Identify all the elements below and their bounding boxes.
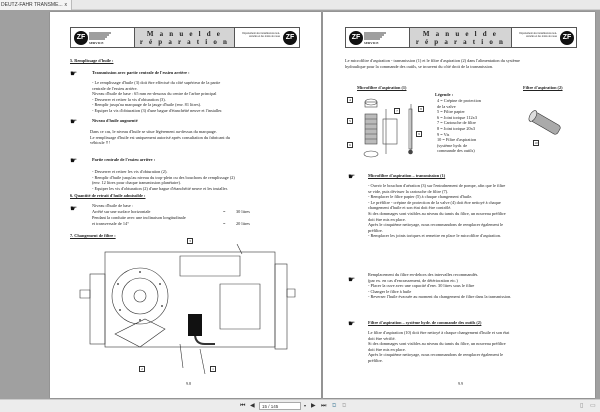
text-line: Si des dommages sont visibles au niveau du tamis du filtre, un nouveau préfiltre [368, 210, 506, 216]
equals: = [223, 209, 226, 214]
text-line: Le remplissage d'huile est uniquement autorisé après consultation du fabricant du [90, 134, 230, 140]
text-line: - Le préfiltre - crépine de protection de la valve (4) doit être nettoyé à chaque [368, 199, 501, 205]
oil-level-label: Arrêté sur une surface horizontale [92, 209, 151, 214]
department-label: Département des transmissions non-sérielles et des trains de roues [242, 32, 280, 38]
pointing-hand-icon: ☛ [348, 319, 356, 328]
text-line: de la valve [437, 103, 456, 109]
first-page-icon[interactable]: ⏮ [240, 403, 246, 409]
subheading: Niveau d'huile augmenté [92, 118, 138, 123]
text-line: centrale de l'essieu arrière. [92, 85, 138, 91]
text-line: doit être mis en place. [368, 346, 406, 352]
text-line: 6 = Joint torique 112x3 [437, 114, 477, 120]
paragraph [368, 330, 509, 364]
section-7-heading: 7. Changement de filtre : [70, 233, 116, 238]
subheading: Transmission avec partie centrale de l'essieu arrière : [92, 70, 190, 75]
text-line: - Remplir jusqu'au marquage de la jauge d'huile (env. 81 litres). [92, 102, 202, 108]
section-5-heading: 5. Remplissage d'huile : [70, 58, 114, 63]
text-line: véhicule !!! [90, 140, 110, 146]
text-line: Dans ce cas, le niveau d'huile se situe légèrement au-dessus du marquage. [90, 129, 217, 134]
callout-10: 10 [534, 141, 538, 145]
document-tab[interactable] [0, 0, 72, 10]
intro-paragraph [345, 58, 520, 69]
subheading: Partie centrale de l'essieu arrière : [92, 157, 156, 162]
header-title: M a n u e l d e [422, 30, 499, 38]
zf-logo: ZF [349, 31, 363, 45]
microfilter-heading: Microfiltre d'aspiration (1) [357, 85, 407, 90]
text-line: (système hydr. de [437, 142, 468, 148]
callout-9: 9 [416, 131, 422, 137]
text-line: 5 = Filtre papier [437, 109, 465, 115]
callout-3: 3 [187, 238, 193, 244]
page-header [70, 27, 300, 48]
text-line: doit être mis en place. [368, 216, 406, 222]
bullet-list [92, 169, 235, 191]
text-line: Après le cinquième nettoyage, nous recommandons de remplacer également le [368, 352, 504, 358]
text-line: Si des dommages sont visibles au niveau du tamis du filtre, un nouveau préfiltre [368, 341, 506, 347]
text-line: - Le remplissage d'huile (3) doit être effectué du côté supérieur de la partie [92, 80, 221, 85]
callout-4: 4 [347, 97, 353, 103]
page-indicator: 15 / 145 [262, 404, 279, 409]
text-line: commande des outils) [437, 148, 475, 154]
pointing-hand-icon: ☛ [70, 156, 78, 165]
rotate-back-icon[interactable]: ⧉ [342, 403, 347, 409]
text-line: 8 = Joint torique 20x3 [437, 125, 475, 131]
text-line: préfiltre. [368, 227, 383, 233]
text-line: Le microfiltre d'aspiration - transmission (1) et le filtre d'aspiration (2) dans l'alimentation du système [345, 58, 520, 63]
text-line: (par ex. en cas d'encrassement, de détérioration etc.) [368, 277, 458, 283]
paragraph [90, 129, 230, 146]
callout-1: 1 [210, 366, 216, 372]
text-line: se vide, puis dévisser la cartouche de filtre (7). [368, 188, 449, 194]
text-line: - Equiper la vis d'obturation (3) d'une bague d'étanchéité neuve et l'installer. [92, 107, 223, 113]
tab-bar [0, 0, 600, 10]
pointing-hand-icon: ☛ [348, 172, 356, 181]
callout-5: 5 [347, 118, 353, 124]
suction-filter-diagram [523, 108, 568, 138]
page-header [345, 27, 577, 48]
oil-value-2: 20 litres [236, 221, 250, 226]
text-line: 7 = Cartouche de filtre [437, 120, 476, 126]
previous-page-icon[interactable]: ◀ [250, 403, 255, 409]
text-line: - Desserrer et retirer les vis d'obturation (2). [92, 169, 168, 174]
bullet-list [368, 183, 506, 239]
text-line: - Remplir d'huile jusqu'au niveau du trop-plein ou des bouchons de remplissage (2) [92, 174, 235, 180]
callout-2: 2 [139, 366, 145, 372]
text-line: - Desserrer et retirer la vis d'obturation (3). [92, 96, 166, 102]
next-page-icon[interactable]: ▶ [311, 403, 316, 409]
page-number-input[interactable] [259, 402, 301, 410]
close-tab-icon[interactable]: x [64, 2, 67, 8]
suction-filter-heading: Filtre d'aspiration (2) [523, 85, 563, 90]
header-title-2: r é p a r a t i o n [415, 37, 506, 46]
service-wings-icon [364, 31, 388, 41]
text-line: Niveau d'huile de base : 65 mm en-dessous du centre de l'arbre principal [92, 91, 217, 97]
pointing-hand-icon: ☛ [348, 275, 356, 284]
text-line: - Ouvrir le bouchon d'aération (3) sur l'entraînement de pompe, afin que le filtre [368, 183, 506, 188]
text-line: Remplacement du filtre en-dehors des intervalles recommandés. [368, 272, 479, 277]
text-line: changement d'huile et son état doit être contrôlé. [368, 205, 452, 211]
text-line: - Equiper les vis d'obturation (2) d'une bague d'étanchéité neuve et les installer. [92, 185, 228, 191]
text-line: 4 = Crépine de protection [437, 98, 481, 103]
page-number: 9.9 [458, 381, 463, 386]
text-line: (env. 12 litres pour chaque transmission planétaire). [92, 180, 181, 186]
pointing-hand-icon: ☛ [70, 69, 78, 78]
page-number: 9.8 [186, 381, 191, 386]
oil-level-label: Niveau d'huile de base : [92, 203, 134, 208]
service-label: SERVICE [364, 41, 379, 45]
filter-highlight [188, 314, 202, 336]
callout-8: 8 [418, 106, 424, 112]
header-title: M a n u e l d e [146, 30, 223, 38]
text-line: - Remplacer les joints toriques et remettre en place le microfiltre d'aspiration. [368, 233, 501, 239]
callout-6: 6 [347, 142, 353, 148]
text-line: - Changer le filtre à huile [368, 288, 412, 294]
legend-title: Légende : [435, 92, 454, 97]
text-line: doit être vérifié. [368, 335, 396, 341]
tab-title: DEUTZ-FAHR TRANSME... [1, 2, 63, 8]
oil-level-label: Pendant la conduite avec une inclinaison longitudinale [92, 215, 186, 220]
transmission-diagram [70, 244, 305, 379]
oil-value-1: 30 litres [236, 209, 250, 214]
subheading: Microfiltre d'aspiration – transmission (1) [368, 173, 446, 178]
text-line: Le filtre d'aspiration (10) doit être nettoyé à chaque changement d'huile et son état [368, 330, 510, 335]
page-left [50, 12, 321, 398]
text-line: - Placer la cuve avec une capacité d'env. 30 litres sous le filtre [368, 283, 475, 289]
pointing-hand-icon: ☛ [70, 117, 78, 126]
zf-logo: ZF [74, 31, 88, 45]
service-label: SERVICE [89, 41, 104, 45]
page-dropdown-icon[interactable]: ▾ [304, 403, 307, 408]
text-line: hydraulique pour la commande des outils, se trouvent du côté droit de la transmission. [345, 63, 494, 69]
page-right [323, 12, 595, 398]
rotate-icon[interactable]: ⧉ [332, 403, 337, 409]
text-line: - Remplacer le filtre papier (5) à chaque changement d'huile. [368, 194, 473, 200]
text-line: 10 = Filtre d'aspiration [437, 137, 477, 143]
section-6-heading: 6. Quantité de retrait d'huile admissible : [70, 193, 146, 198]
callout-7: 7 [394, 108, 400, 114]
single-page-view-icon[interactable]: ▯ [580, 403, 584, 409]
microfilter-exploded-diagram [343, 94, 443, 164]
fullscreen-icon[interactable]: ▭ [590, 403, 596, 409]
text-line: préfiltre. [368, 357, 383, 363]
department-label: Département des transmissions non-sérielles et des trains de roues [519, 32, 557, 38]
service-wings-icon [89, 31, 113, 41]
pointing-hand-icon: ☛ [70, 204, 78, 213]
header-title-2: r é p a r a t i o n [139, 37, 230, 46]
equals: = [223, 221, 226, 226]
last-page-icon[interactable]: ⏭ [321, 403, 327, 409]
bottom-toolbar [0, 399, 600, 412]
zf-logo-right: ZF [283, 31, 297, 45]
text-line: Après le cinquième nettoyage, nous recommandons de remplacer également le [368, 222, 504, 228]
subheading: Filtre d'aspiration – système hydr. de commande des outils (2) [368, 320, 482, 325]
text-line: 9 = Vis [437, 131, 450, 137]
paragraph [368, 272, 511, 300]
document-viewer[interactable] [0, 10, 600, 399]
zf-logo-right: ZF [560, 31, 574, 45]
oil-level-label: et transversale de 14° [92, 221, 129, 226]
bullet-list [92, 80, 222, 114]
legend-list [437, 98, 481, 154]
text-line: - Reverser l'huile évacuée au moment du changement de filtre dans la transmission. [368, 294, 512, 300]
